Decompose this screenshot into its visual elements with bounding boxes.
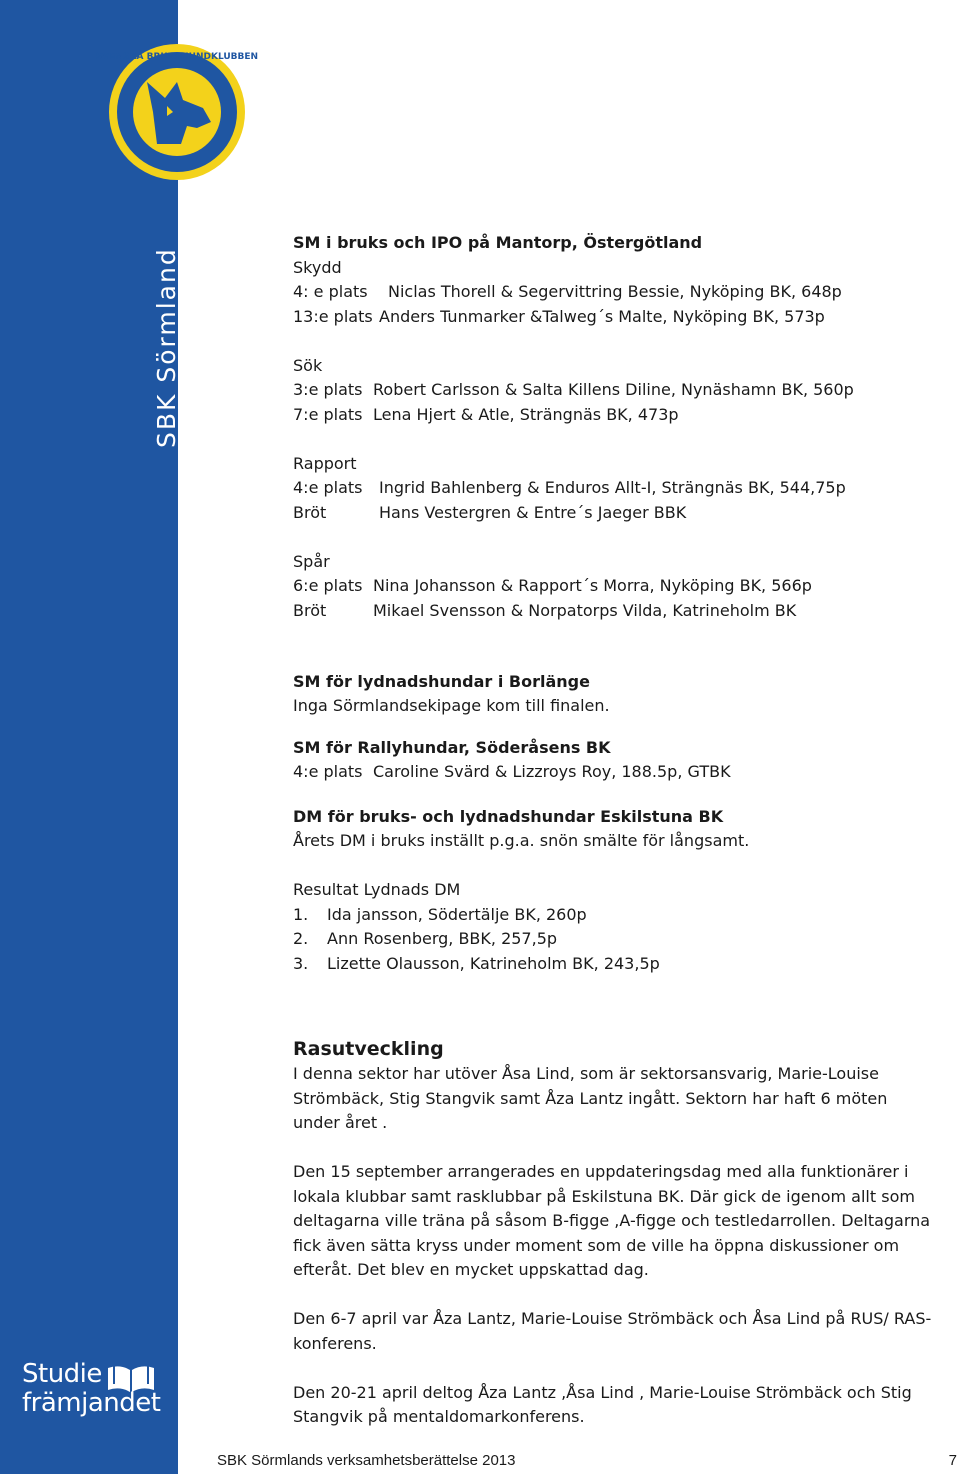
sidebar bbox=[0, 0, 259, 1474]
result-item bbox=[293, 952, 938, 977]
logo-lettering: SVENSKA BRUKSHUNDKLUBBEN bbox=[95, 52, 259, 62]
spar-row bbox=[293, 599, 938, 624]
result-item bbox=[293, 927, 938, 952]
sm-rally-heading: SM för Rallyhundar, Söderåsens BK bbox=[293, 737, 611, 757]
skydd-title: Skydd bbox=[293, 257, 342, 277]
sm-rally-row bbox=[293, 760, 938, 785]
row-text: Anders Tunmarker &Talweg´s Malte, Nyköping BK, 573p bbox=[379, 306, 825, 326]
rapport-row bbox=[293, 476, 938, 501]
result-text: Ann Rosenberg, BBK, 257,5p bbox=[327, 929, 558, 948]
row-text: Caroline Svärd & Lizzroys Roy, 188.5p, GTBK bbox=[373, 762, 731, 781]
main-content bbox=[293, 231, 938, 1430]
paragraph: Den 20-21 april deltog Åza Lantz ,Åsa Lind , Marie-Louise Strömbäck och Stig Stangvik på mentaldomarkonferens. bbox=[293, 1382, 912, 1426]
sbk-logo bbox=[95, 42, 259, 182]
footer bbox=[217, 1452, 961, 1469]
logo-line2: främjandet bbox=[22, 1388, 161, 1418]
paragraph: I denna sektor har utöver Åsa Lind, som är sektorsansvarig, Marie-Louise Strömbäck, Stig Stangvik samt Åza Lantz ingått. Sektorn har haft 6 möten under året . bbox=[293, 1064, 888, 1132]
paragraph: Den 6-7 april var Åza Lantz, Marie-Louise Strömbäck och Åsa Lind på RUS/ RAS-konferens. bbox=[293, 1309, 932, 1353]
skydd-row bbox=[293, 305, 938, 330]
result-text: Ida jansson, Södertälje BK, 260p bbox=[327, 904, 587, 924]
result-number: 1. bbox=[293, 904, 309, 924]
dm-heading: DM för bruks- och lydnadshundar Eskilstuna BK bbox=[293, 806, 724, 826]
row-text: Niclas Thorell & Segervittring Bessie, Nyköping BK, 648p bbox=[388, 282, 842, 301]
footer-text: SBK Sörmlands verksamhetsberättelse 2013 bbox=[217, 1452, 516, 1469]
dm-text: Årets DM i bruks inställt p.g.a. snön smälte för långsamt. bbox=[293, 831, 750, 850]
result-number: 2. bbox=[293, 929, 309, 948]
sok-title: Sök bbox=[293, 355, 323, 375]
row-label: 3:e plats bbox=[293, 380, 363, 399]
sm-lydnad-text: Inga Sörmlandsekipage kom till finalen. bbox=[293, 696, 610, 715]
row-text: Robert Carlsson & Salta Killens Diline, Nynäshamn BK, 560p bbox=[373, 380, 854, 399]
row-label: 4:e plats bbox=[293, 478, 363, 497]
book-icon bbox=[106, 1364, 156, 1394]
studiefrämjandet-logo bbox=[22, 1360, 162, 1418]
result-text: Lizette Olausson, Katrineholm BK, 243,5p bbox=[327, 953, 660, 973]
row-label: 7:e plats bbox=[293, 404, 363, 424]
row-text: Lena Hjert & Atle, Strängnäs BK, 473p bbox=[373, 404, 679, 424]
row-label: 4:e plats bbox=[293, 762, 363, 781]
result-item bbox=[293, 903, 938, 928]
result-number: 3. bbox=[293, 953, 309, 973]
rapport-row bbox=[293, 501, 938, 526]
row-label: 6:e plats bbox=[293, 576, 363, 595]
results-title: Resultat Lydnads DM bbox=[293, 880, 461, 899]
row-label: 4: e plats bbox=[293, 282, 368, 301]
logo-line1: Studie bbox=[22, 1359, 102, 1389]
row-label: Bröt bbox=[293, 502, 327, 522]
row-label: 13:e plats bbox=[293, 306, 373, 326]
row-text: Ingrid Bahlenberg & Enduros Allt-I, Strängnäs BK, 544,75p bbox=[379, 478, 846, 497]
sok-row bbox=[293, 403, 938, 428]
row-text: Hans Vestergren & Entre´s Jaeger BBK bbox=[379, 502, 687, 522]
row-text: Nina Johansson & Rapport´s Morra, Nyköping BK, 566p bbox=[373, 576, 812, 595]
skydd-row bbox=[293, 280, 938, 305]
row-label: Bröt bbox=[293, 600, 327, 620]
paragraph: Den 15 september arrangerades en uppdateringsdag med alla funktionärer i lokala klubbar samt rasklubbar på Eskilstuna BK. Där gick de igenom allt som deltagarna ville träna på såsom B-figge ,A-figge och testledarrollen. Deltagarna fick även sätta kryss under moment som de ville ha öppna diskussioner om efteråt. Det blev en mycket uppskattad dag. bbox=[293, 1162, 931, 1279]
rasutveckling-heading: Rasutveckling bbox=[293, 1038, 444, 1060]
sidebar-vertical-title: SBK Sörmland bbox=[152, 247, 181, 448]
row-text: Mikael Svensson & Norpatorps Vilda, Katrineholm BK bbox=[373, 600, 797, 620]
spar-row bbox=[293, 574, 938, 599]
sok-row bbox=[293, 378, 938, 403]
rapport-title: Rapport bbox=[293, 453, 357, 473]
sm-bruks-heading: SM i bruks och IPO på Mantorp, Östergötland bbox=[293, 233, 703, 252]
sm-lydnad-heading: SM för lydnadshundar i Borlänge bbox=[293, 671, 590, 691]
page-number: 7 bbox=[948, 1452, 957, 1469]
spar-title: Spår bbox=[293, 551, 330, 571]
